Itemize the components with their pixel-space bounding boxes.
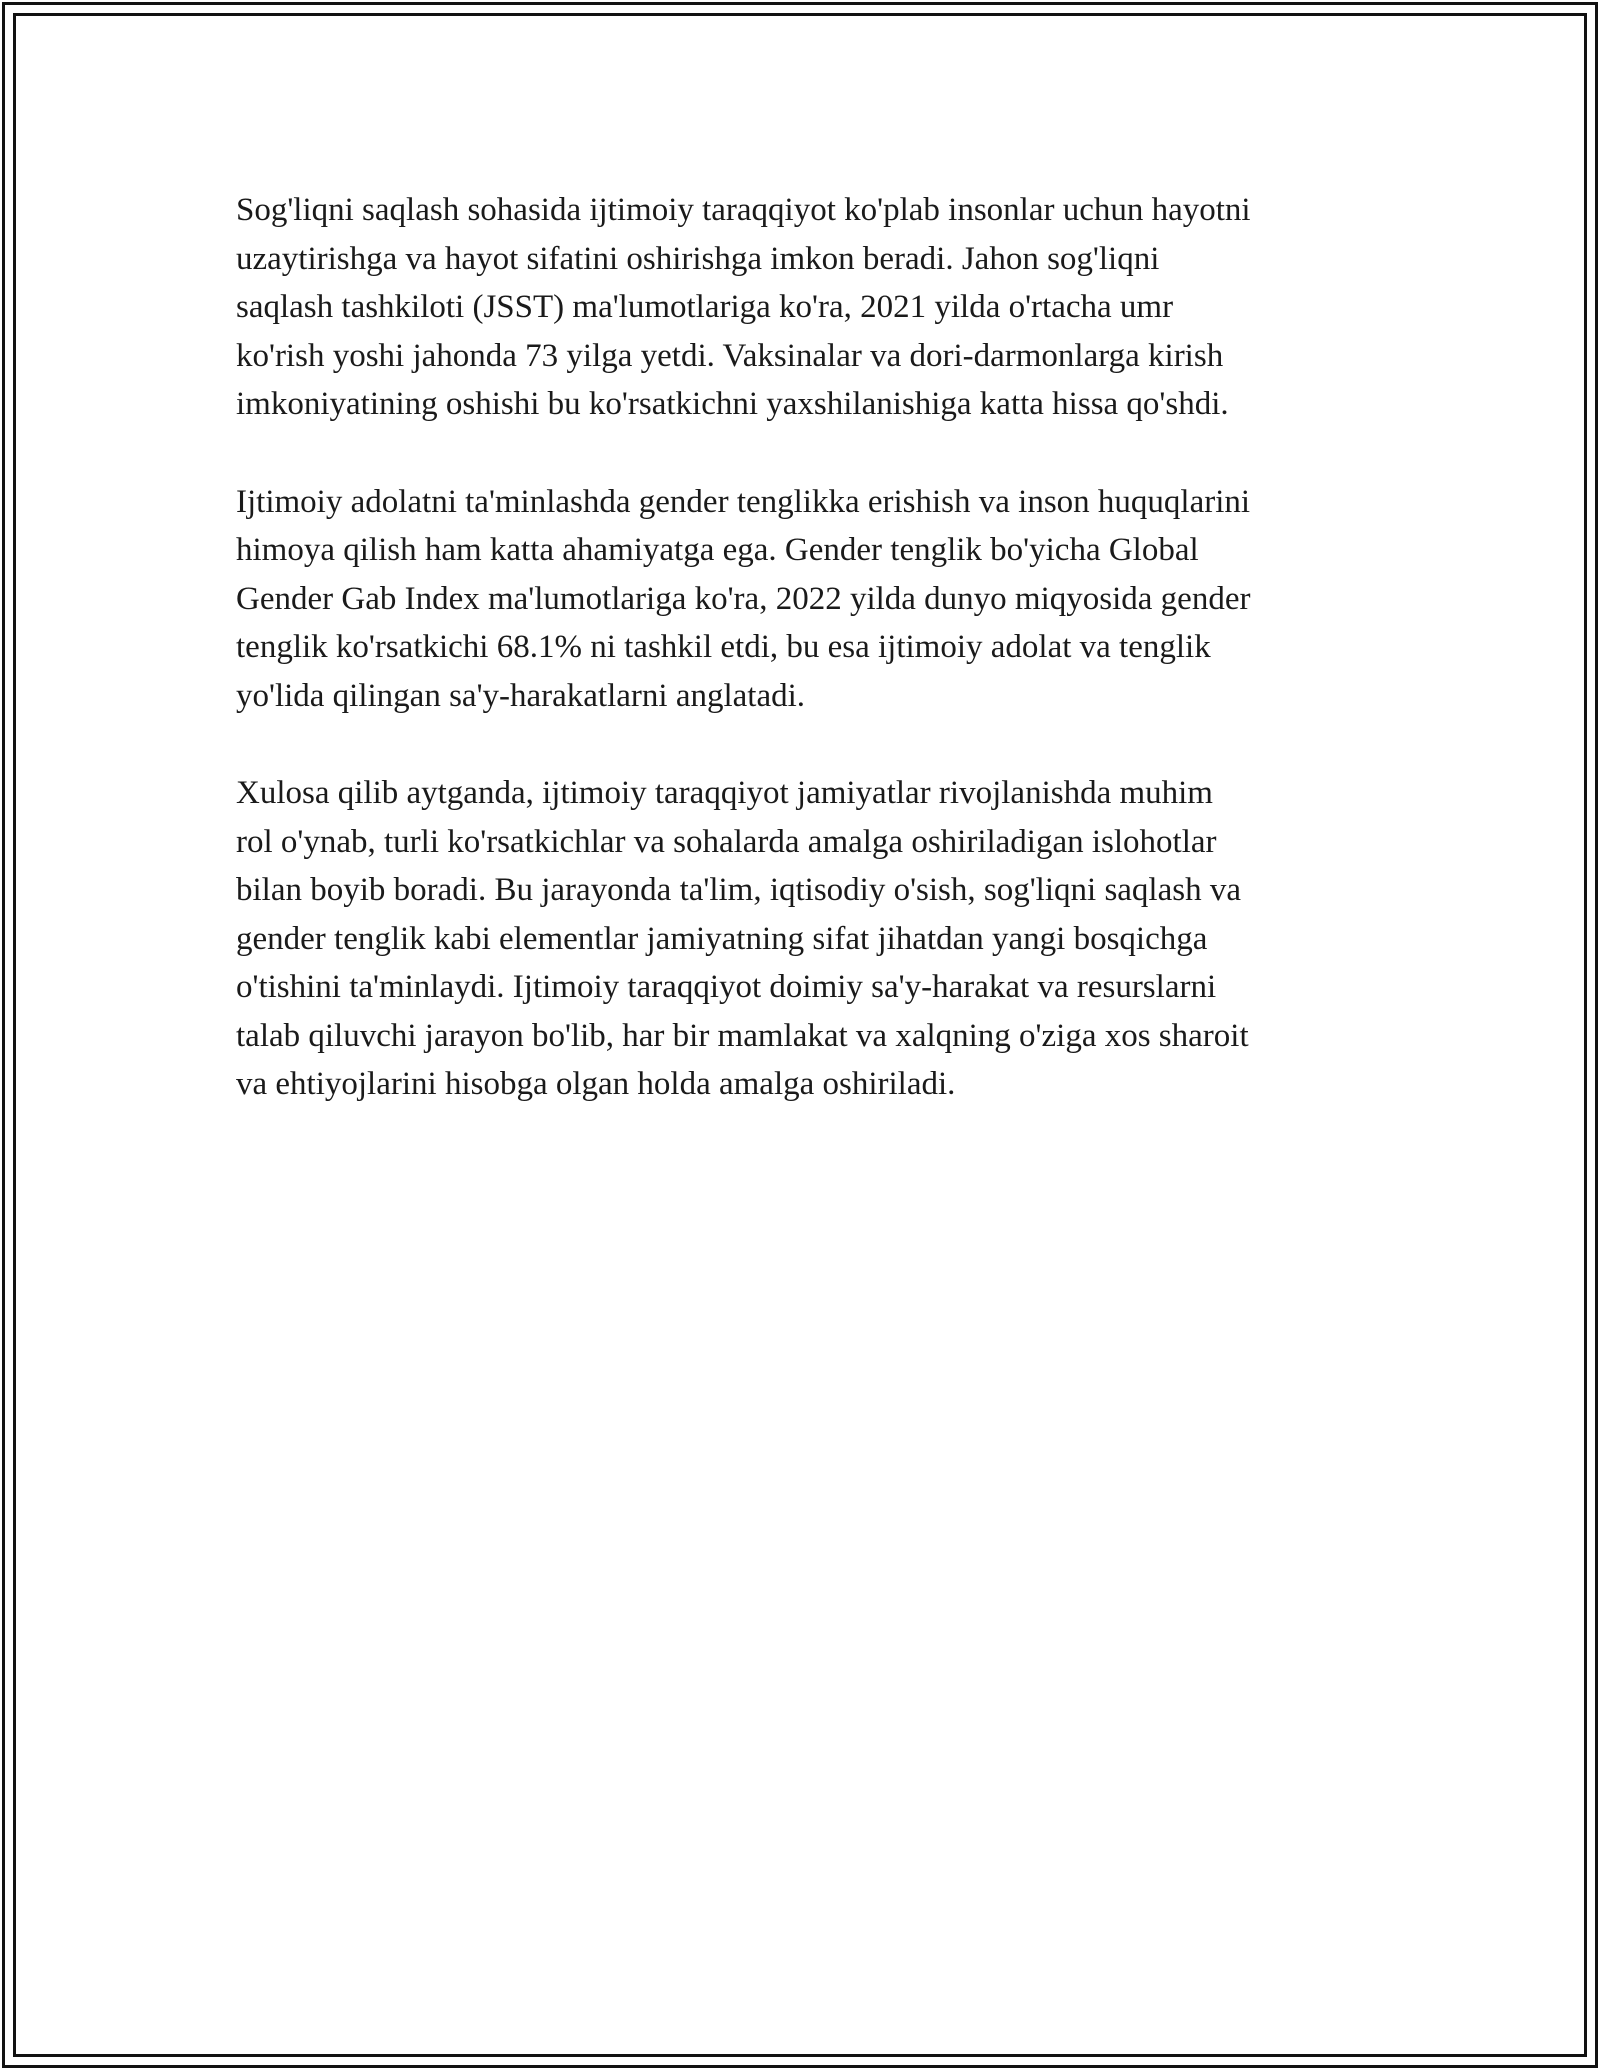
text-line: talab qiluvchi jarayon bo'lib, har bir mamlakat va xalqning o'ziga xos sharoit bbox=[236, 1017, 1249, 1054]
text-line: Xulosa qilib aytganda, ijtimoiy taraqqiyot jamiyatlar rivojlanishda muhim bbox=[236, 775, 1213, 811]
text-line: uzaytirishga va hayot sifatini oshirishga imkon beradi. Jahon sog'liqni bbox=[236, 240, 1160, 277]
paragraph-conclusion bbox=[236, 769, 1376, 1109]
text-line: ko'rish yoshi jahonda 73 yilga yetdi. Vaksinalar va dori-darmonlarga kirish bbox=[236, 337, 1224, 374]
text-line: imkoniyatining oshishi bu ko'rsatkichni yaxshilanishiga katta hissa qo'shdi. bbox=[236, 386, 1229, 422]
text-line: Sog'liqni saqlash sohasida ijtimoiy taraqqiyot ko'plab insonlar uchun hayotni bbox=[236, 192, 1251, 228]
text-line: Gender Gab Index ma'lumotlariga ko'ra, 2022 yilda dunyo miqyosida gender bbox=[236, 580, 1251, 617]
document-body bbox=[236, 186, 1376, 1109]
text-line: saqlash tashkiloti (JSST) ma'lumotlariga ko'ra, 2021 yilda o'rtacha umr bbox=[236, 289, 1174, 325]
text-line: va ehtiyojlarini hisobga olgan holda amalga oshiriladi. bbox=[236, 1066, 956, 1102]
text-line: Ijtimoiy adolatni ta'minlashda gender tenglikka erishish va inson huquqlarini bbox=[236, 483, 1251, 520]
text-line: tenglik ko'rsatkichi 68.1% ni tashkil etdi, bu esa ijtimoiy adolat va tenglik bbox=[236, 629, 1211, 665]
paragraph-healthcare bbox=[236, 186, 1376, 429]
text-line: rol o'ynab, turli ko'rsatkichlar va sohalarda amalga oshiriladigan islohotlar bbox=[236, 823, 1217, 860]
text-line: gender tenglik kabi elementlar jamiyatning sifat jihatdan yangi bosqichga bbox=[236, 920, 1208, 957]
text-line: himoya qilish ham katta ahamiyatga ega. Gender tenglik bo'yicha Global bbox=[236, 532, 1199, 568]
paragraph-gender-equality bbox=[236, 478, 1376, 721]
text-line: bilan boyib boradi. Bu jarayonda ta'lim, iqtisodiy o'sish, sog'liqni saqlash va bbox=[236, 872, 1241, 908]
text-line: o'tishini ta'minlaydi. Ijtimoiy taraqqiyot doimiy sa'y-harakat va resurslarni bbox=[236, 969, 1217, 1005]
text-line: yo'lida qilingan sa'y-harakatlarni anglatadi. bbox=[236, 677, 806, 714]
